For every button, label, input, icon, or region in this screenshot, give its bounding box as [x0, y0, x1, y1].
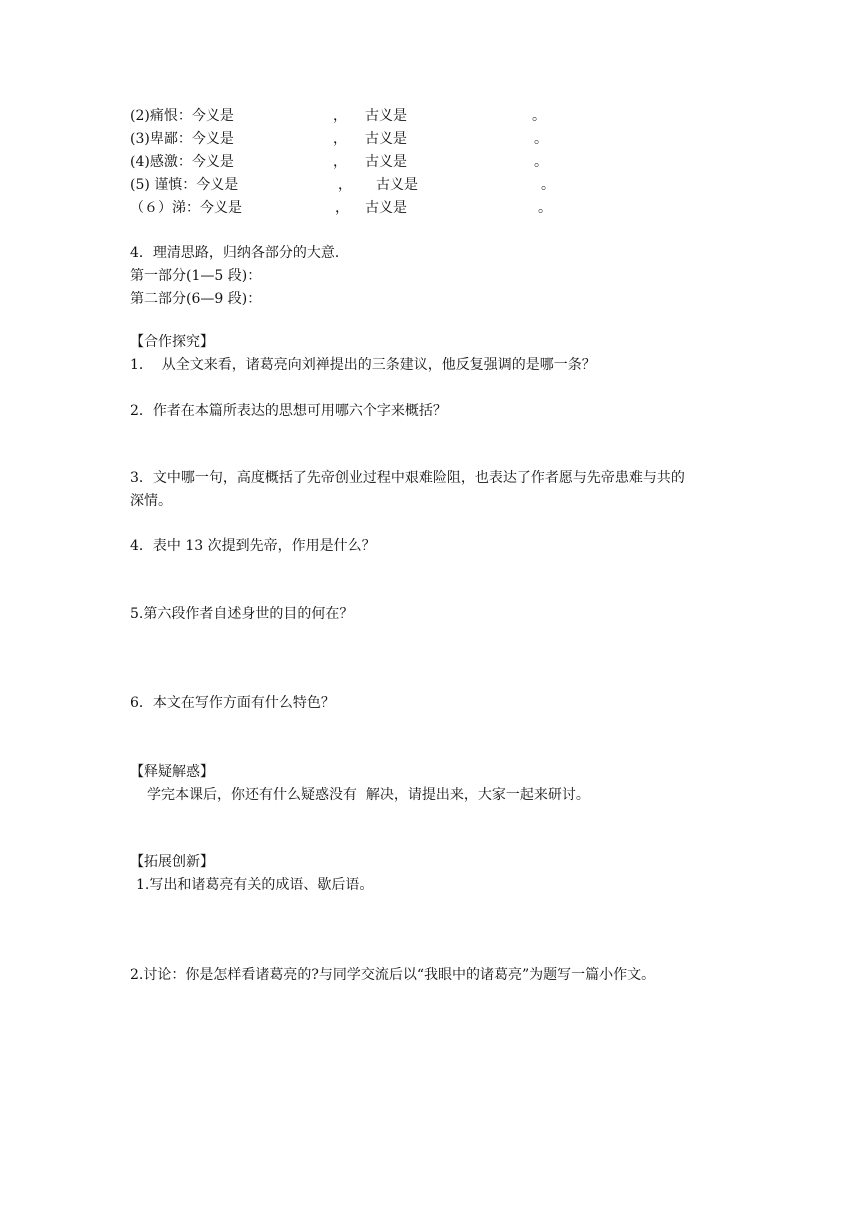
vocab-gu: 古义是 [365, 108, 407, 124]
vocab-prefix: （６）涕：今义是 [130, 200, 242, 216]
section-title-cooperate: 【合作探究】 [130, 334, 214, 350]
vocab-gu: 古义是 [365, 131, 407, 147]
vocab-prefix: (5) 谨慎：今义是 [130, 177, 239, 193]
section-title-expand: 【拓展创新】 [130, 854, 214, 870]
outline-heading: 4．理清思路，归纳各部分的大意． [130, 245, 349, 261]
vocab-end: 。 [534, 131, 548, 147]
question-3-line2: 深情。 [130, 493, 172, 509]
vocab-gu: 古义是 [365, 200, 407, 216]
vocab-gu: 古义是 [376, 177, 418, 193]
question-6: 6．本文在写作方面有什么特色？ [130, 695, 335, 711]
vocab-end: 。 [538, 200, 552, 216]
outline-part1: 第一部分(1—5 段)： [130, 268, 262, 284]
vocab-prefix: (4)感激：今义是 [130, 154, 234, 170]
vocab-prefix: (3)卑鄙：今义是 [130, 131, 234, 147]
vocab-end: 。 [532, 108, 546, 124]
vocab-comma: ， [333, 154, 347, 170]
vocab-comma: ， [335, 200, 349, 216]
vocab-comma: ， [333, 108, 347, 124]
question-4: 4．表中 13 次提到先帝，作用是什么？ [130, 538, 376, 554]
question-1: 1． 从全文来看，诸葛亮向刘禅提出的三条建议，他反复强调的是哪一条？ [130, 357, 596, 373]
vocab-gu: 古义是 [365, 154, 407, 170]
vocab-end: 。 [541, 177, 555, 193]
outline-part2: 第二部分(6—9 段)： [130, 291, 262, 307]
question-2: 2．作者在本篇所表达的思想可用哪六个字来概括？ [130, 403, 447, 419]
doubts-text: 学完本课后，你还有什么疑惑没有 解决，请提出来，大家一起来研讨。 [147, 787, 590, 803]
section-title-doubts: 【释疑解惑】 [130, 764, 214, 780]
vocab-prefix: (2)痛恨：今义是 [130, 108, 234, 124]
expand-question-1: 1.写出和诸葛亮有关的成语、歇后语。 [136, 877, 374, 893]
vocab-end: 。 [534, 154, 548, 170]
expand-question-2: 2.讨论：你是怎样看诸葛亮的?与同学交流后以“我眼中的诸葛亮”为题写一篇小作文。 [130, 967, 656, 983]
vocab-comma: ， [333, 131, 347, 147]
question-3-line1: 3．文中哪一句，高度概括了先帝创业过程中艰难险阻，也表达了作者愿与先帝患难与共的 [130, 470, 685, 486]
question-5: 5.第六段作者自述身世的目的何在？ [130, 606, 354, 622]
vocab-comma: ， [338, 177, 352, 193]
